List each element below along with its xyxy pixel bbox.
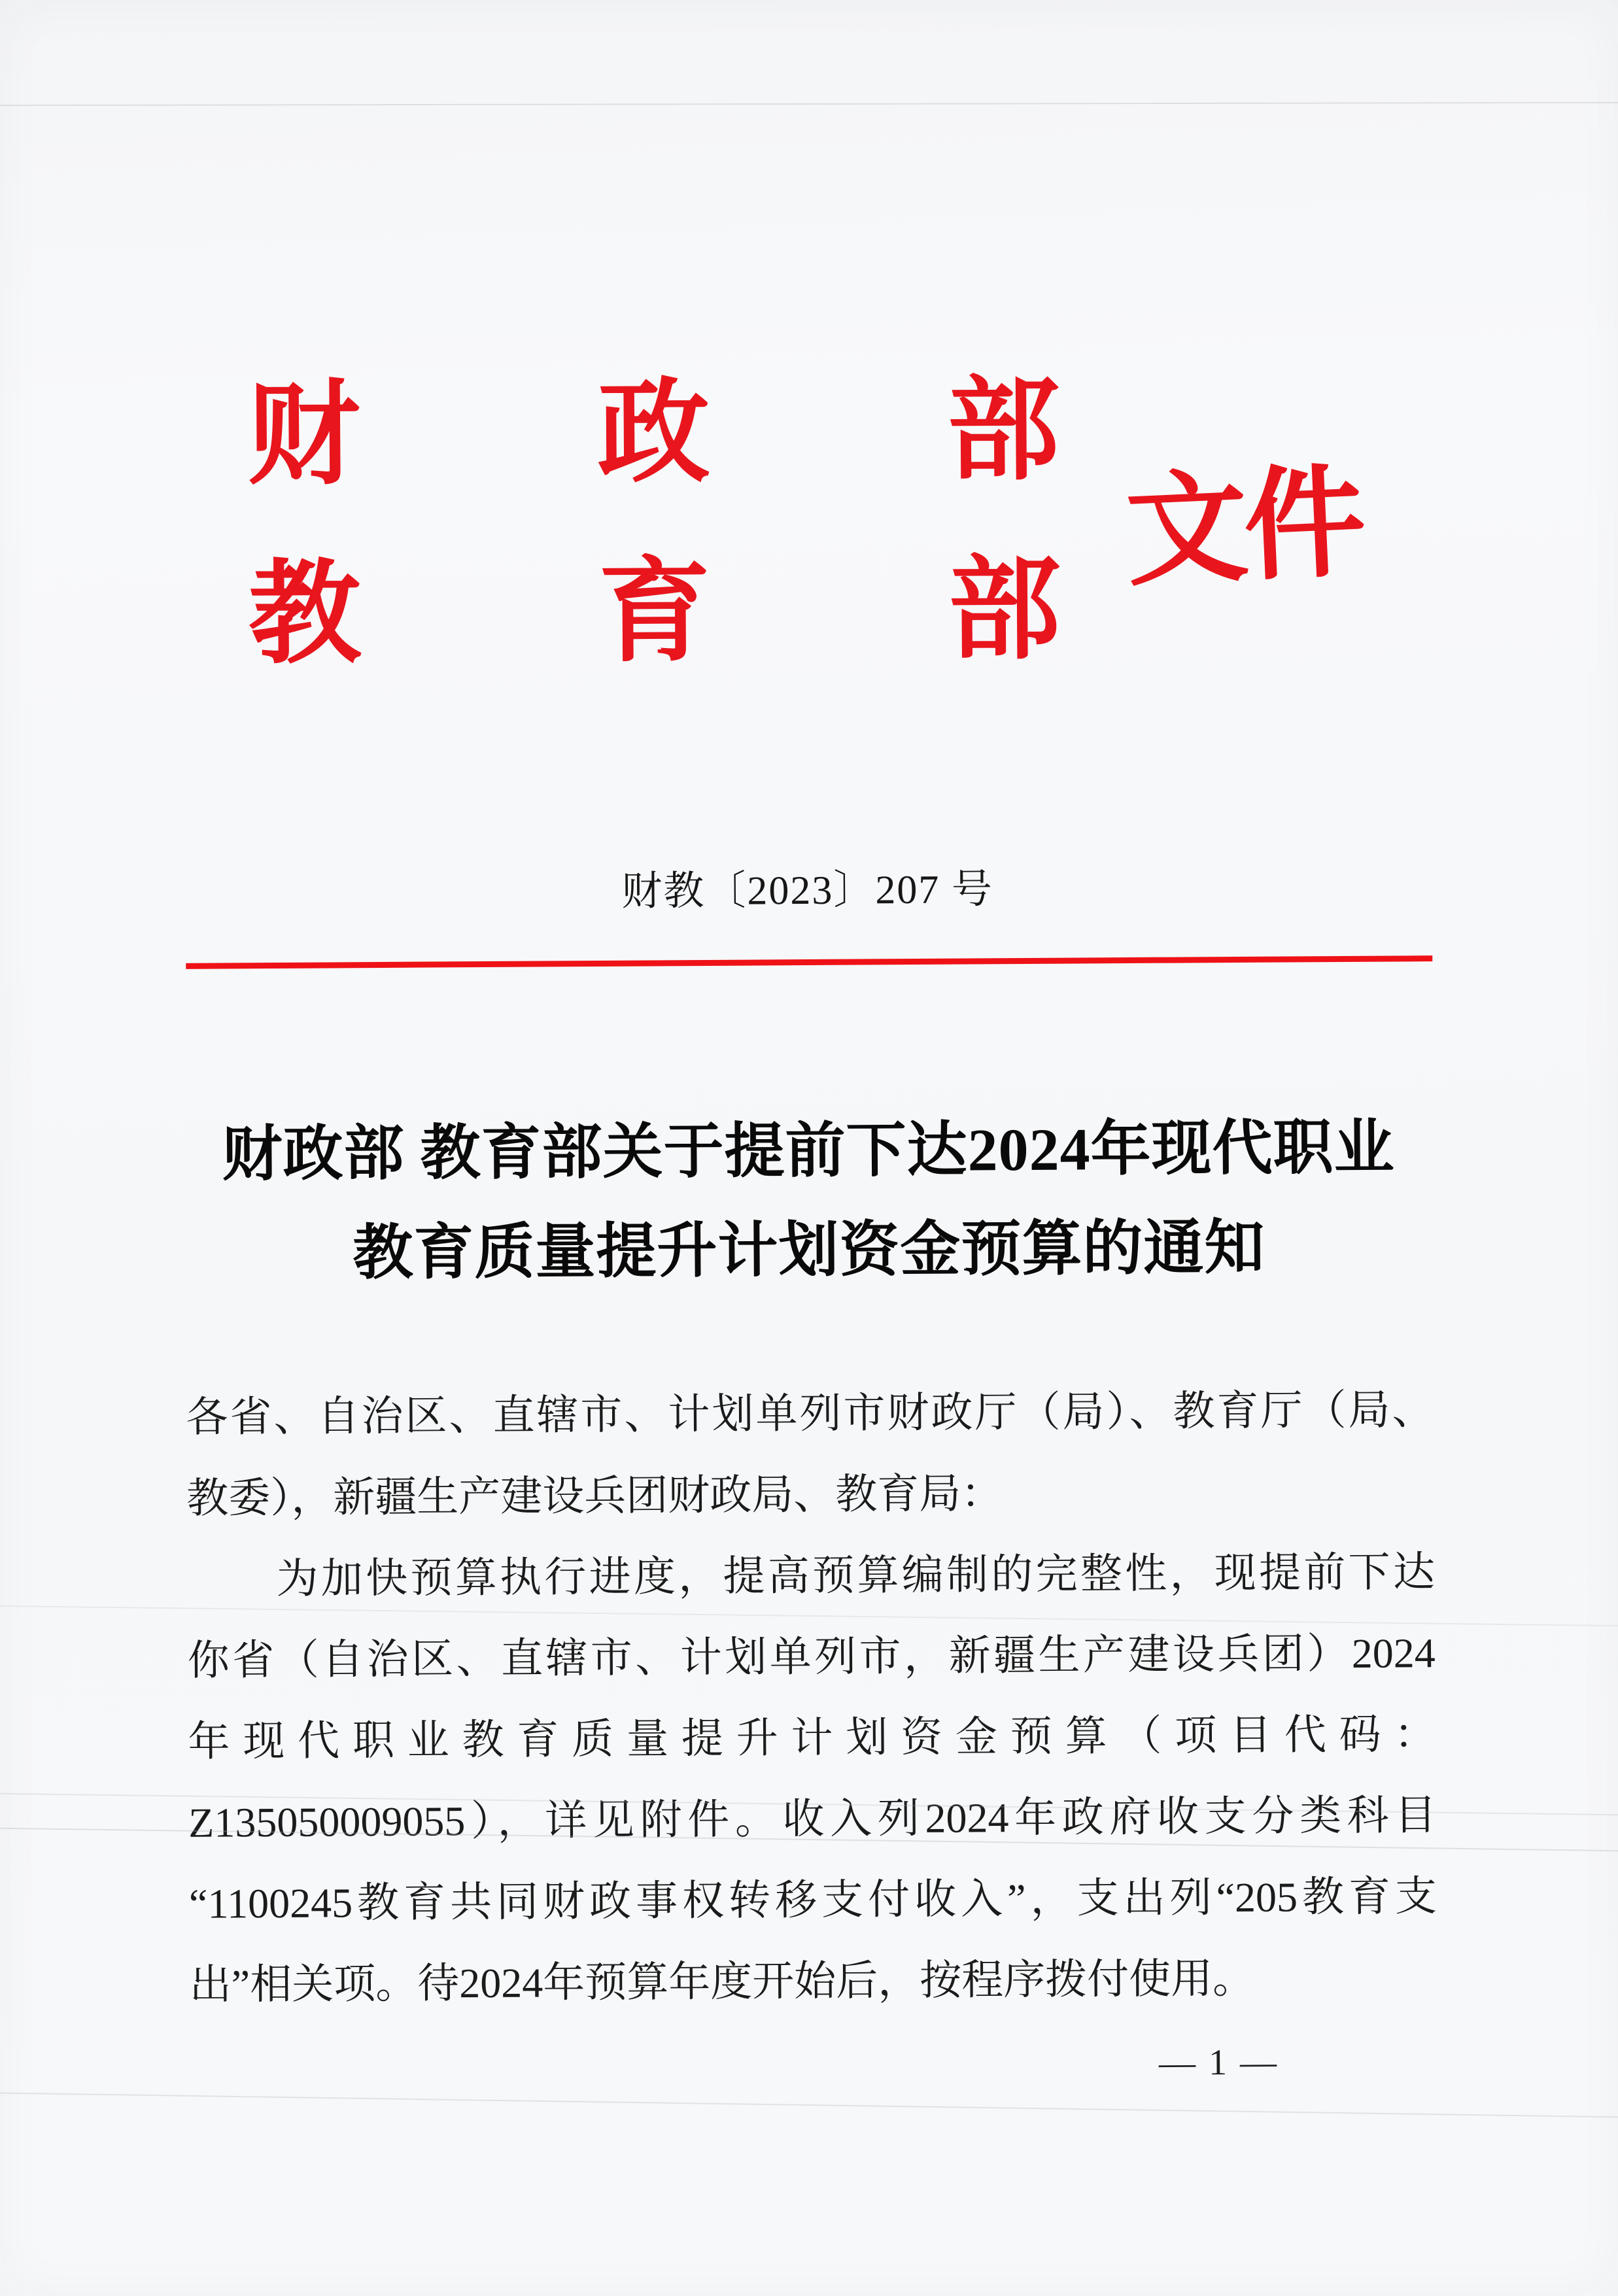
document-title [183,1097,1435,1304]
red-divider-rule [186,955,1432,969]
letterhead-char: 政 [596,371,710,496]
body-line: 出”相关项。待2024年预算年度开始后，按程序拨付使用。 [189,1955,1255,2008]
document-title-line-1: 财政部 教育部关于提前下达2024年现代职业 [222,1114,1395,1188]
body-line: 各省、自治区、直辖市、计划单列市财政厅（局）、教育厅（局、 [186,1386,1434,1441]
document-number: 财教〔2023〕207 号 [621,867,994,914]
letterhead-wenjian-label: 文件 [1123,456,1365,601]
body-line: 为加快预算执行进度，提高预算编制的完整性，现提前下达 [186,1549,1436,1603]
letterhead-row-2 [248,548,1061,678]
document-title-line-2: 教育质量提升计划资金预算的通知 [353,1214,1265,1287]
letterhead-char: 部 [948,548,1061,674]
body-line: “1100245教育共同财政事权转移支付收入”，支出列“205教育支 [188,1873,1437,1927]
page-number: — 1 — [1158,2042,1279,2083]
body-line: 你省（自治区、直辖市、计划单列市，新疆生产建设兵团）2024 [187,1630,1436,1684]
body-line: 教委），新疆生产建设兵团财政局、教育局： [186,1470,1003,1522]
letterhead-char: 育 [598,550,712,676]
body-line: 年现代职业教育质量提升计划资金预算（项目代码： [188,1711,1436,1765]
body-line: Z135050009055），详见附件。收入列2024年政府收支分类科目 [188,1792,1437,1846]
letterhead-row-1 [247,369,1060,499]
letterhead-char: 教 [248,553,362,678]
letterhead-char: 部 [946,369,1060,494]
letterhead-char: 财 [247,373,360,499]
